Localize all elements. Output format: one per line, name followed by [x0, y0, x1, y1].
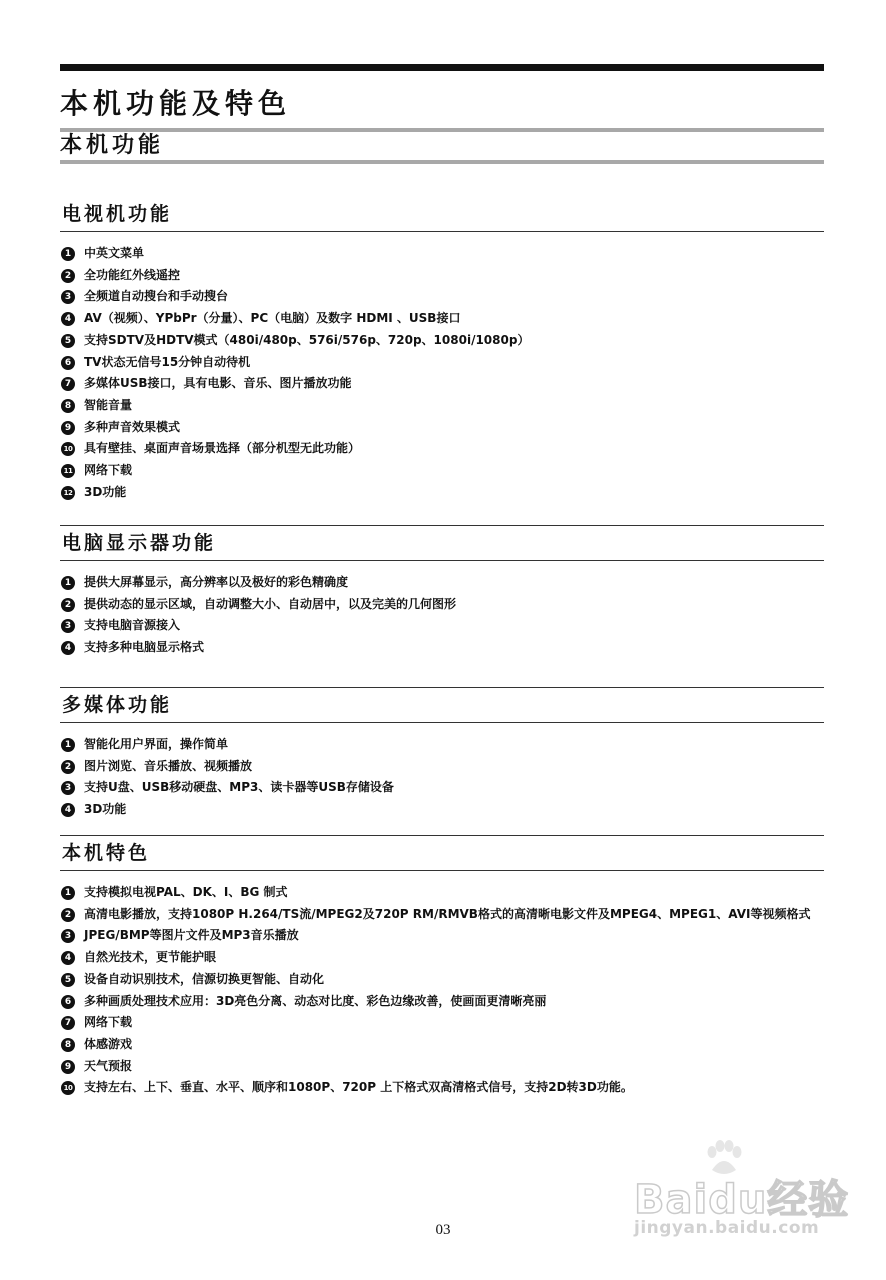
list-item: [60, 969, 824, 991]
list-item: [60, 777, 824, 799]
item-text: 支持U盘、USB移动硬盘、MP3、读卡器等USB存储设备: [84, 780, 394, 795]
item-number: 4: [61, 951, 75, 965]
item-number: 9: [61, 421, 75, 435]
list-item: [60, 286, 824, 308]
item-number: 10: [61, 442, 75, 456]
list-item: [60, 265, 824, 287]
item-text: JPEG/BMP等图片文件及MP3音乐播放: [84, 928, 299, 943]
item-text: 智能化用户界面，操作简单: [84, 737, 229, 751]
item-text: 支持电脑音源接入: [84, 618, 181, 633]
list-item: [60, 594, 824, 616]
list-item: [60, 352, 824, 374]
item-text: 网络下载: [84, 1015, 133, 1030]
page-title: 本机功能及特色: [60, 87, 292, 120]
item-text: 3D功能: [84, 484, 127, 499]
section-multimedia-functions: [60, 687, 824, 821]
list-item: [60, 417, 824, 439]
item-text: 支持左右、上下、垂直、水平、顺序和1080P、720P 上下格式双高清格式信号，支持2D转3D功能。: [84, 1080, 633, 1095]
subtitle-divider: [60, 160, 824, 164]
item-text: 中英文菜单: [84, 246, 145, 260]
list-item: [60, 438, 824, 460]
section-rule: [60, 560, 824, 561]
list-item: [60, 308, 824, 330]
watermark-url: jingyan.baidu.com: [634, 1218, 820, 1238]
item-text: AV（视频）、YPbPr（分量）、PC（电脑）及数字 HDMI 、USB接口: [84, 311, 461, 326]
list-item: [60, 991, 824, 1013]
item-text: 高清电影播放，支持1080P H.264/TS流/MPEG2及720P RM/RMVB格式的高清晰电影文件及MPEG4、MPEG1、AVI等视频格式: [84, 906, 811, 921]
item-number: 5: [61, 334, 75, 348]
item-text: TV状态无信号15分钟自动待机: [84, 354, 251, 369]
item-number: 4: [61, 803, 75, 817]
page-number: 03: [435, 1222, 451, 1238]
list-item: [60, 904, 824, 926]
section-heading: 电视机功能: [62, 203, 173, 225]
item-text: 多媒体USB接口，具有电影、音乐、图片播放功能: [84, 376, 352, 391]
item-text: 自然光技术，更节能护眼: [84, 950, 217, 965]
item-number: 2: [61, 760, 75, 774]
item-number: 2: [61, 269, 75, 283]
list-item: [60, 947, 824, 969]
item-number: 10: [61, 1081, 75, 1095]
item-text: 提供大屏幕显示，高分辨率以及极好的彩色精确度: [84, 575, 349, 589]
item-number: 2: [61, 598, 75, 612]
item-number: 2: [61, 908, 75, 922]
item-number: 12: [61, 486, 75, 500]
list-item: [60, 734, 824, 756]
item-text: 全功能红外线遥控: [84, 267, 181, 282]
item-number: 8: [61, 1038, 75, 1052]
item-list: [60, 734, 824, 821]
list-item: [60, 925, 824, 947]
list-item: [60, 882, 824, 904]
item-number: 3: [61, 290, 75, 304]
item-number: 1: [61, 886, 75, 900]
list-item: [60, 1077, 824, 1099]
list-item: [60, 373, 824, 395]
item-text: 全频道自动搜台和手动搜台: [84, 289, 229, 304]
section-rule: [60, 870, 824, 871]
item-text: 支持模拟电视PAL、DK、I、BG 制式: [84, 885, 288, 899]
item-number: 7: [61, 1016, 75, 1030]
item-number: 1: [61, 738, 75, 752]
item-text: 网络下载: [84, 463, 133, 478]
title-divider: [60, 128, 824, 132]
section-rule: [60, 722, 824, 723]
item-number: 7: [61, 377, 75, 391]
item-list: [60, 243, 824, 503]
item-text: 支持SDTV及HDTV模式（480i/480p、576i/576p、720p、1080i/1080p）: [84, 332, 530, 347]
section-product-features: [60, 835, 824, 1099]
item-number: 6: [61, 356, 75, 370]
list-item: [60, 460, 824, 482]
section-rule: [60, 231, 824, 232]
section-heading: 电脑显示器功能: [60, 525, 824, 560]
item-text: 多种画质处理技术应用：3D亮色分离、动态对比度、彩色边缘改善，使画面更清晰亮丽: [84, 993, 547, 1008]
item-text: 体感游戏: [84, 1036, 133, 1051]
item-number: 1: [61, 576, 75, 590]
watermark-brand: Baidu经验: [634, 1177, 850, 1223]
page-subtitle: 本机功能: [60, 133, 165, 158]
item-text: 具有壁挂、桌面声音场景选择（部分机型无此功能）: [84, 441, 361, 456]
item-text: 提供动态的显示区域，自动调整大小、自动居中，以及完美的几何图形: [84, 596, 457, 611]
list-item: [60, 330, 824, 352]
list-item: [60, 1034, 824, 1056]
list-item: [60, 637, 824, 659]
item-number: 11: [61, 464, 75, 478]
section-pc-monitor-functions: [60, 525, 824, 659]
top-rule: [60, 64, 824, 71]
item-number: 3: [61, 781, 75, 795]
section-tv-functions: [60, 197, 824, 503]
list-item: [60, 572, 824, 594]
list-item: [60, 615, 824, 637]
list-item: [60, 799, 824, 821]
item-number: 3: [61, 929, 75, 943]
section-heading: 多媒体功能: [60, 687, 824, 722]
item-text: 3D功能: [84, 802, 127, 817]
item-text: 天气预报: [84, 1058, 133, 1073]
item-text: 支持多种电脑显示格式: [84, 640, 205, 655]
section-heading: 本机特色: [60, 835, 824, 870]
item-number: 1: [61, 247, 75, 261]
item-list: [60, 882, 824, 1099]
list-item: [60, 1012, 824, 1034]
list-item: [60, 756, 824, 778]
item-text: 智能音量: [84, 397, 133, 412]
item-number: 5: [61, 973, 75, 987]
list-item: [60, 482, 824, 504]
item-number: 4: [61, 312, 75, 326]
item-number: 4: [61, 641, 75, 655]
list-item: [60, 395, 824, 417]
list-item: [60, 1056, 824, 1078]
item-text: 设备自动识别技术，信源切换更智能、自动化: [84, 971, 325, 986]
item-list: [60, 572, 824, 659]
item-number: 6: [61, 995, 75, 1009]
item-text: 多种声音效果模式: [84, 419, 181, 434]
list-item: [60, 243, 824, 265]
item-text: 图片浏览、音乐播放、视频播放: [84, 758, 253, 773]
item-number: 9: [61, 1060, 75, 1074]
item-number: 8: [61, 399, 75, 413]
item-number: 3: [61, 619, 75, 633]
